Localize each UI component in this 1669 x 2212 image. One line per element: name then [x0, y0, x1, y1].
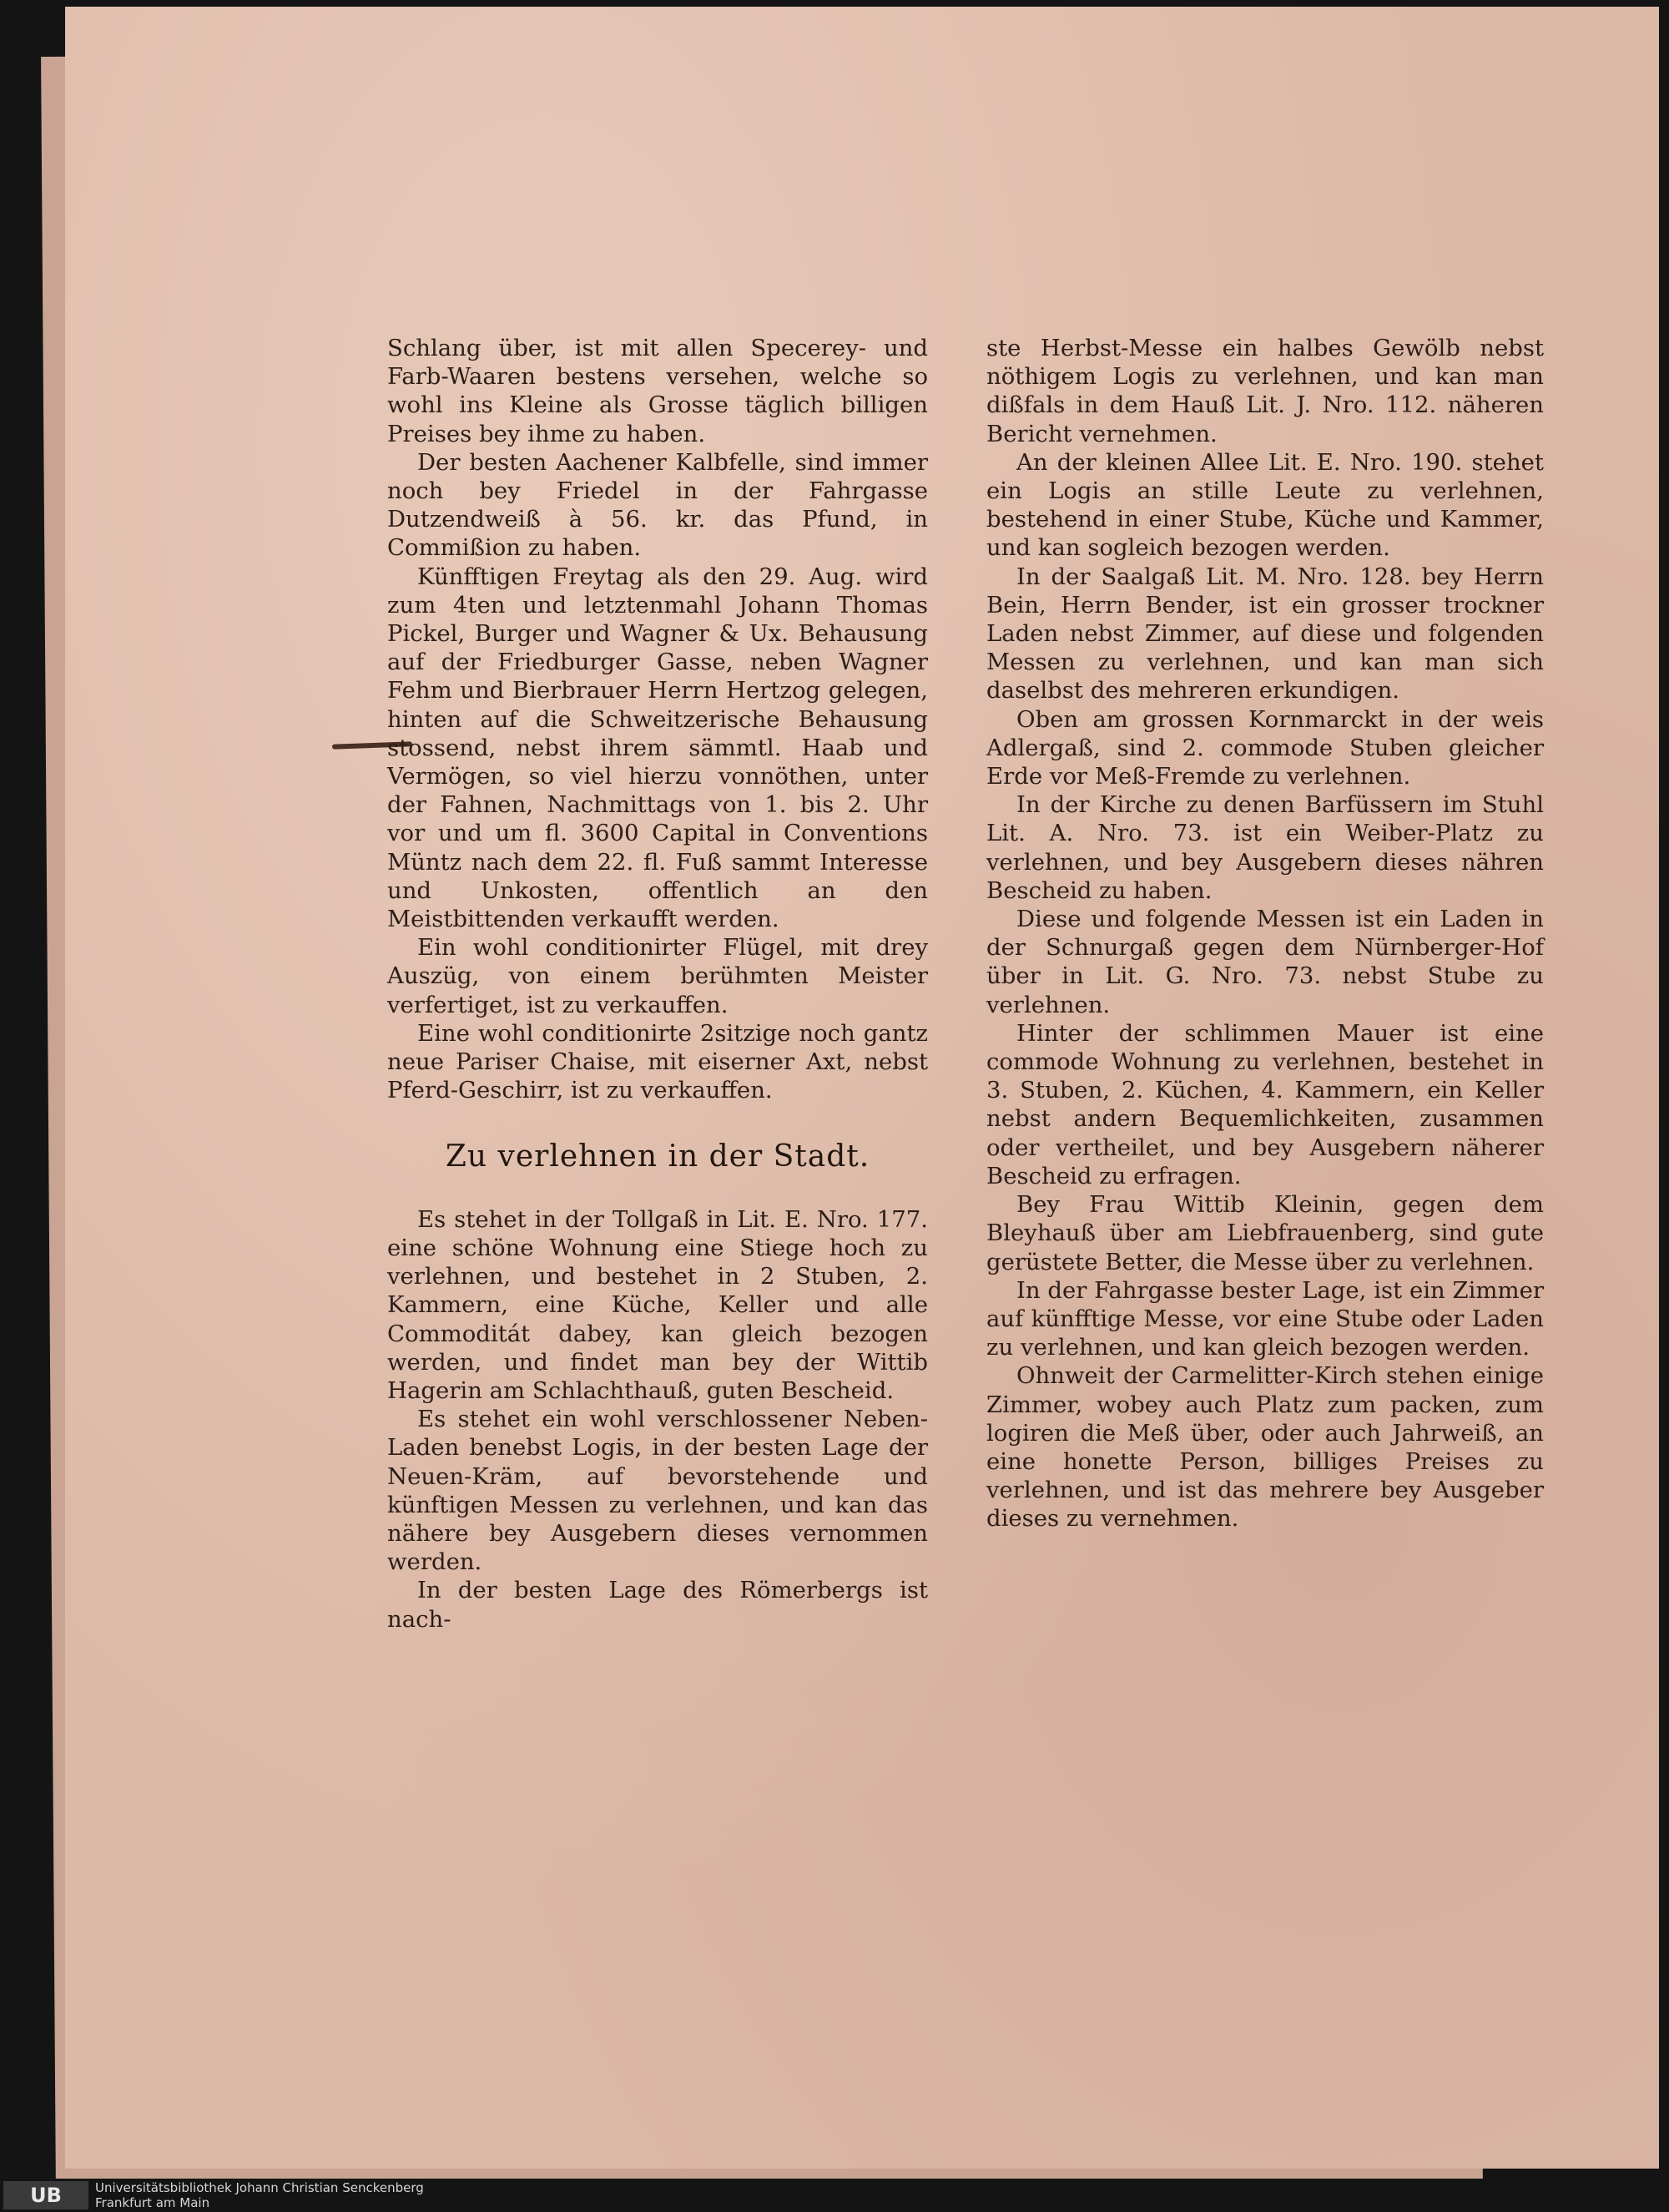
entry-text: Eine wohl conditionirte 2sitzige noch gantz neue Pariser Chaise, mit eiserner Axt, nebst Pferd-Geschirr, ist zu verkauffen.	[387, 1019, 928, 1104]
right-column	[986, 334, 1544, 1533]
entry-text: In der besten Lage des Römerbergs ist nach-	[387, 1577, 928, 1633]
entry-text: Oben am grossen Kornmarckt in der weis Adlergaß, sind 2. commode Stuben gleicher Erde vor Meß-Fremde zu verlehnen.	[986, 705, 1544, 790]
library-credit	[95, 2180, 424, 2210]
entry-text: Diese und folgende Messen ist ein Laden in der Schnurgaß gegen dem Nürnberger-Hof über in Lit. G. Nro. 73. nebst Stube zu verlehnen.	[986, 906, 1544, 1018]
left-column	[387, 334, 928, 1634]
entry-text: ste Herbst-Messe ein halbes Gewölb nebst nöthigem Logis zu verlehnen, und kan man dißfals in dem Hauß Lit. J. Nro. 112. näheren Bericht vernehmen.	[986, 335, 1544, 447]
entry-text: Ohnweit der Carmelitter-Kirch stehen einige Zimmer, wobey auch Platz zum packen, zum logiren die Meß über, oder auch Jahrweiß, an eine honette Person, billiges Preises zu verlehnen, und ist das mehrere bey Ausgeber dieses zu vernehmen.	[986, 1362, 1544, 1533]
entry-text: Der besten Aachener Kalbfelle, sind immer noch bey Friedel in der Fahrgasse Dutzendweiß à 56. kr. das Pfund, in Commißion zu haben.	[387, 448, 928, 562]
entry-text: In der Kirche zu denen Barfüssern im Stuhl Lit. A. Nro. 73. ist ein Weiber-Platz zu verlehnen, und bey Ausgebern dieses nähren Bescheid zu haben.	[986, 791, 1544, 904]
entry-text: An der kleinen Allee Lit. E. Nro. 190. stehet ein Logis an stille Leute zu verlehnen, bestehend in einer Stube, Küche und Kammer, und kan sogleich bezogen werden.	[986, 448, 1544, 562]
entry-text: Es stehet in der Tollgaß in Lit. E. Nro. 177. eine schöne Wohnung eine Stiege hoch zu verlehnen, und bestehet in 2 Stuben, 2. Kammern, eine Küche, Keller und alle Commoditát dabey, kan gleich bezogen werden, und findet man bey der Wittib Hagerin am Schlachthauß, guten Bescheid.	[387, 1205, 928, 1404]
entry-text: Bey Frau Wittib Kleinin, gegen dem Bleyhauß über am Liebfrauenberg, sind gute gerüstete Better, die Messe über zu verlehnen.	[986, 1191, 1544, 1275]
entry-text: Es stehet ein wohl verschlossener Neben-Laden benebst Logis, in der besten Lage der Neuen-Kräm, auf bevorstehende und künftigen Messen zu verlehnen, und kan das nähere bey Ausgebern dieses vernommen werden.	[387, 1406, 928, 1576]
credit-line: Universitätsbibliothek Johann Christian Senckenberg	[95, 2180, 424, 2195]
credit-line: Frankfurt am Main	[95, 2195, 210, 2210]
entry-text: Hinter der schlimmen Mauer ist eine commode Wohnung zu verlehnen, bestehet in 3. Stuben, 2. Küchen, 4. Kammern, ein Keller nebst andern Bequemlichkeiten, zusammen oder vertheilet, und bey Ausgebern näherer Bescheid zu erfragen.	[986, 1019, 1544, 1189]
entry-text: In der Fahrgasse bester Lage, ist ein Zimmer auf künfftige Messe, vor eine Stube oder Laden zu verlehnen, und kan gleich bezogen werden.	[986, 1276, 1544, 1361]
entry-text: Schlang über, ist mit allen Specerey- und Farb-Waaren bestens versehen, welche so wohl ins Kleine als Grosse täglich billigen Preises bey ihme zu haben.	[387, 335, 928, 447]
section-heading: Zu verlehnen in der Stadt.	[445, 1139, 870, 1174]
entry-text: In der Saalgaß Lit. M. Nro. 128. bey Herrn Bein, Herrn Bender, ist ein grosser trockner Laden nebst Zimmer, auf diese und folgenden Messen zu verlehnen, und kan man sich daselbst des mehreren erkundigen.	[986, 563, 1544, 705]
library-logo: UB	[3, 2181, 88, 2209]
entry-text: Ein wohl conditionirter Flügel, mit drey Auszüg, von einem berühmten Meister verfertiget, ist zu verkauffen.	[387, 934, 928, 1018]
entry-text: Künfftigen Freytag als den 29. Aug. wird zum 4ten und letztenmahl Johann Thomas Pickel, Burger und Wagner & Ux. Behausung auf der Friedburger Gasse, neben Wagner Fehm und Bierbrauer Herrn Hertzog gelegen, hinten auf die Schweitzerische Behausung stossend, nebst ihrem sämmtl. Haab und Vermögen, so viel hierzu vonnöthen, unter der Fahnen, Nachmittags von 1. bis 2. Uhr vor und um fl. 3600 Capital in Conventions Müntz nach dem 22. fl. Fuß sammt Interesse und Unkosten, offentlich an den Meistbittenden verkaufft werden.	[387, 563, 928, 933]
